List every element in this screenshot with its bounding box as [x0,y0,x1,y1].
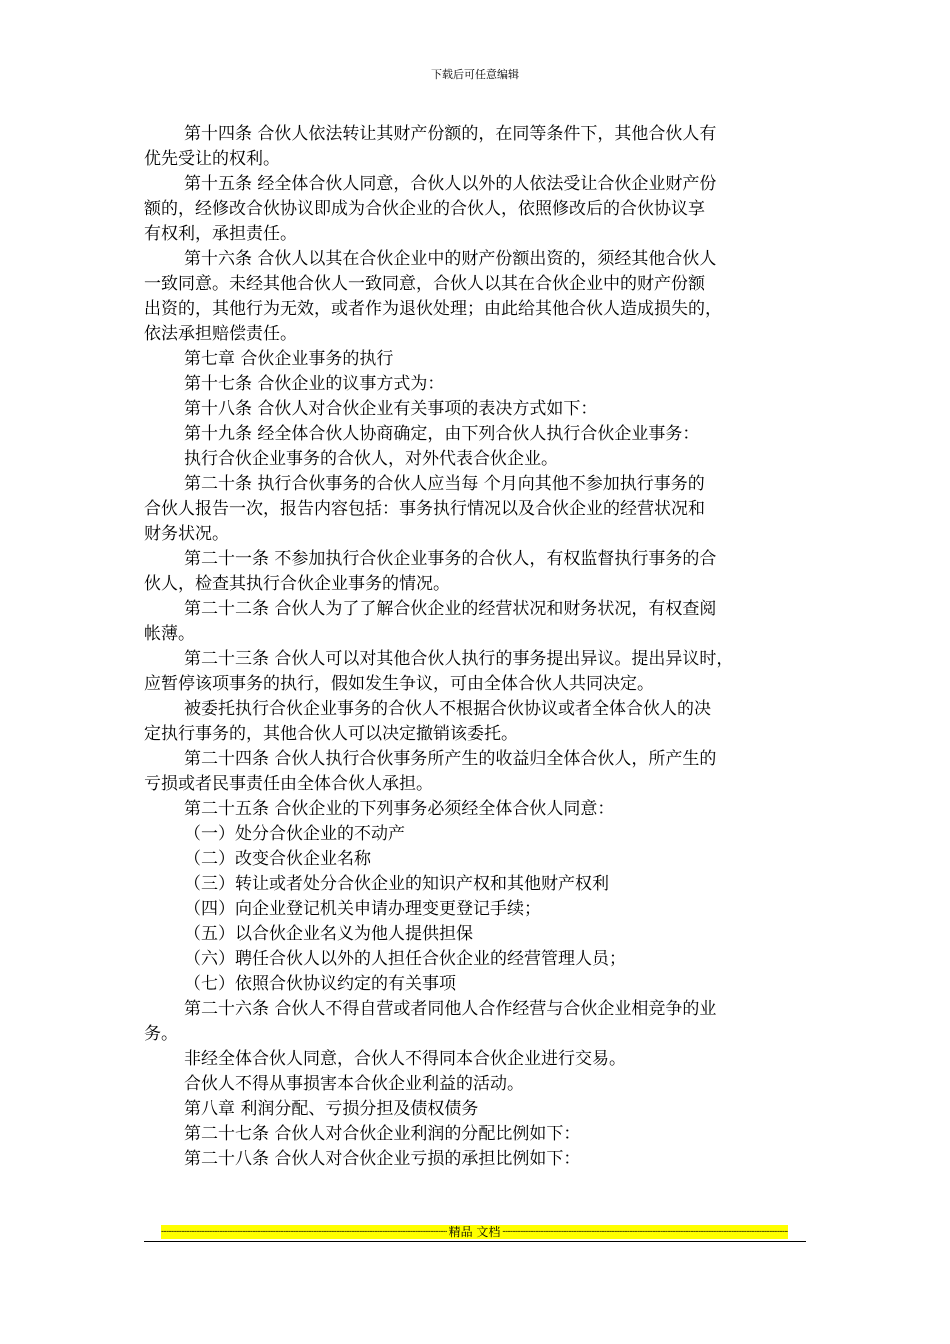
text-line: （二）改变合伙企业名称 [184,849,371,869]
text-line: 务。 [144,1024,178,1044]
text-line: （三）转让或者处分合伙企业的知识产权和其他财产权利 [184,874,609,894]
text-line: 执行合伙企业事务的合伙人，对外代表合伙企业。 [184,449,558,469]
text-line: 第二十一条 不参加执行合伙企业事务的合伙人，有权监督执行事务的合 [184,549,717,569]
text-line: 亏损或者民事责任由全体合伙人承担。 [144,774,433,794]
text-line: 依法承担赔偿责任。 [144,324,297,344]
text-line: 第二十八条 合伙人对合伙企业亏损的承担比例如下： [184,1149,581,1169]
text-line: 第二十五条 合伙企业的下列事务必须经全体合伙人同意： [184,799,615,819]
text-line: 有权利，承担责任。 [144,224,297,244]
footer-rule [144,1241,806,1242]
text-line: 第十四条 合伙人依法转让其财产份额的，在同等条件下，其他合伙人有 [184,124,717,144]
text-line: 一致同意。未经其他合伙人一致同意，合伙人以其在合伙企业中的财产份额 [144,274,705,294]
footer-dashes-left [161,1225,447,1239]
text-line: （四）向企业登记机关申请办理变更登记手续； [184,899,541,919]
text-line: 帐薄。 [144,624,195,644]
text-line: 第十六条 合伙人以其在合伙企业中的财产份额出资的，须经其他合伙人 [184,249,717,269]
footer-label: 精品 文档 [448,1225,501,1239]
text-line: （六）聘任合伙人以外的人担任合伙企业的经营管理人员； [184,949,626,969]
text-line: （七）依照合伙协议约定的有关事项 [184,974,456,994]
text-line: 额的，经修改合伙协议即成为合伙企业的合伙人，依照修改后的合伙协议享 [144,199,705,219]
text-line: 非经全体合伙人同意，合伙人不得同本合伙企业进行交易。 [184,1049,626,1069]
text-line: 第十七条 合伙企业的议事方式为： [184,374,445,394]
text-line: 第十八条 合伙人对合伙企业有关事项的表决方式如下： [184,399,598,419]
document-body [144,122,808,1172]
text-line: 第二十三条 合伙人可以对其他合伙人执行的事务提出异议。提出异议时， [184,649,734,669]
text-line: 被委托执行合伙企业事务的合伙人不根据合伙协议或者全体合伙人的决 [184,699,711,719]
text-line: 伙人，检查其执行合伙企业事务的情况。 [144,574,450,594]
text-line: 第二十条 执行合伙事务的合伙人应当每 个月向其他不参加执行事务的 [184,474,705,494]
text-line: 第八章 利润分配、亏损分担及债权债务 [184,1099,479,1119]
text-line: 第十九条 经全体合伙人协商确定，由下列合伙人执行合伙企业事务： [184,424,700,444]
text-line: （五）以合伙企业名义为他人提供担保 [184,924,473,944]
text-line: 合伙人报告一次，报告内容包括：事务执行情况以及合伙企业的经营状况和 [144,499,705,519]
text-line: 第二十四条 合伙人执行合伙事务所产生的收益归全体合伙人，所产生的 [184,749,717,769]
text-line: 第七章 合伙企业事务的执行 [184,349,394,369]
footer-banner [161,1225,788,1239]
text-line: 出资的，其他行为无效，或者作为退伙处理；由此给其他合伙人造成损失的， [144,299,722,319]
text-line: 应暂停该项事务的执行，假如发生争议，可由全体合伙人共同决定。 [144,674,654,694]
text-line: 第十五条 经全体合伙人同意，合伙人以外的人依法受让合伙企业财产份 [184,174,717,194]
text-line: （一）处分合伙企业的不动产 [184,824,405,844]
text-line: 第二十六条 合伙人不得自营或者同他人合作经营与合伙企业相竞争的业 [184,999,717,1019]
text-line: 第二十二条 合伙人为了了解合伙企业的经营状况和财务状况，有权查阅 [184,599,717,619]
text-line: 第二十七条 合伙人对合伙企业利润的分配比例如下： [184,1124,581,1144]
text-line: 优先受让的权利。 [144,149,280,169]
footer-dashes-right [502,1225,788,1239]
text-line: 财务状况。 [144,524,229,544]
text-line: 合伙人不得从事损害本合伙企业利益的活动。 [184,1074,524,1094]
page-header-note: 下载后可任意编辑 [431,68,519,81]
text-line: 定执行事务的，其他合伙人可以决定撤销该委托。 [144,724,518,744]
